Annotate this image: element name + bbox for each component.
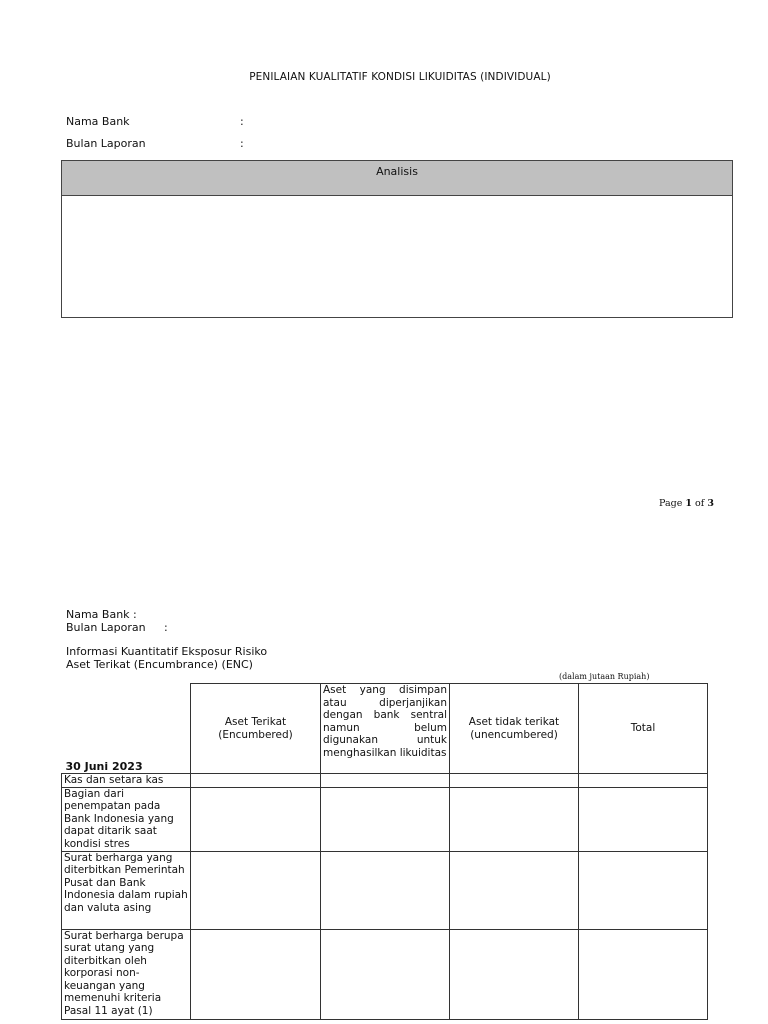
unit-note: (dalam jutaan Rupiah) <box>559 672 650 681</box>
table-cell <box>450 787 579 851</box>
analysis-box <box>61 160 733 318</box>
table-cell <box>191 851 321 929</box>
table-cell <box>450 774 579 788</box>
table-date-label: 30 Juni 2023 <box>65 759 143 773</box>
row-label: Kas dan setara kas <box>62 774 191 788</box>
table-cell <box>191 774 321 788</box>
info-line-2: Aset Terikat (Encumbrance) (ENC) <box>66 658 253 671</box>
encumbrance-table <box>61 683 708 1020</box>
table-row <box>62 929 708 1019</box>
table-row <box>62 851 708 929</box>
report-month-colon: : <box>240 137 244 150</box>
page-current: 1 <box>685 498 692 509</box>
row-label: Bagian dari penempatan pada Bank Indonesia yang dapat ditarik saat kondisi stres <box>62 787 191 851</box>
header-central-bank-assets: Aset yang disimpan atau diperjanjikan dengan bank sentral namun belum digunakan untuk menghasilkan likuiditas <box>321 684 450 774</box>
table-cell <box>321 851 450 929</box>
row-label: Surat berharga berupa surat utang yang diterbitkan oleh korporasi non-keuangan yang memenuhi kriteria Pasal 11 ayat (1) <box>62 929 191 1019</box>
header-encumbered: Aset Terikat (Encumbered) <box>191 684 321 774</box>
page-of: of <box>695 498 705 509</box>
page-number <box>659 498 714 509</box>
table-header-row <box>62 684 708 774</box>
table-cell <box>450 851 579 929</box>
page-prefix: Page <box>659 498 683 509</box>
header-total: Total <box>579 684 708 774</box>
analysis-header: Analisis <box>62 161 732 196</box>
table-cell <box>579 787 708 851</box>
table-cell <box>191 787 321 851</box>
table-cell <box>321 929 450 1019</box>
info-line-1: Informasi Kuantitatif Eksposur Risiko <box>66 645 268 658</box>
table-cell <box>579 774 708 788</box>
bank-name-colon: : <box>240 115 244 128</box>
report-month-label: Bulan Laporan <box>66 137 146 150</box>
report-month-label-2: Bulan Laporan <box>66 621 146 634</box>
table-cell <box>450 929 579 1019</box>
report-month-colon-2: : <box>164 621 168 634</box>
table-cell <box>321 787 450 851</box>
table-row <box>62 787 708 851</box>
table-cell <box>321 774 450 788</box>
page-total: 3 <box>707 498 714 509</box>
table-row <box>62 774 708 788</box>
row-label: Surat berharga yang diterbitkan Pemerintah Pusat dan Bank Indonesia dalam rupiah dan valuta asing <box>62 851 191 929</box>
table-cell <box>579 851 708 929</box>
report-title: PENILAIAN KUALITATIF KONDISI LIKUIDITAS (INDIVIDUAL) <box>249 71 551 83</box>
header-unencumbered: Aset tidak terikat (unencumbered) <box>450 684 579 774</box>
bank-name-label-2: Nama Bank : <box>66 608 137 621</box>
table-cell <box>579 929 708 1019</box>
bank-name-label: Nama Bank <box>66 115 130 128</box>
table-cell <box>191 929 321 1019</box>
